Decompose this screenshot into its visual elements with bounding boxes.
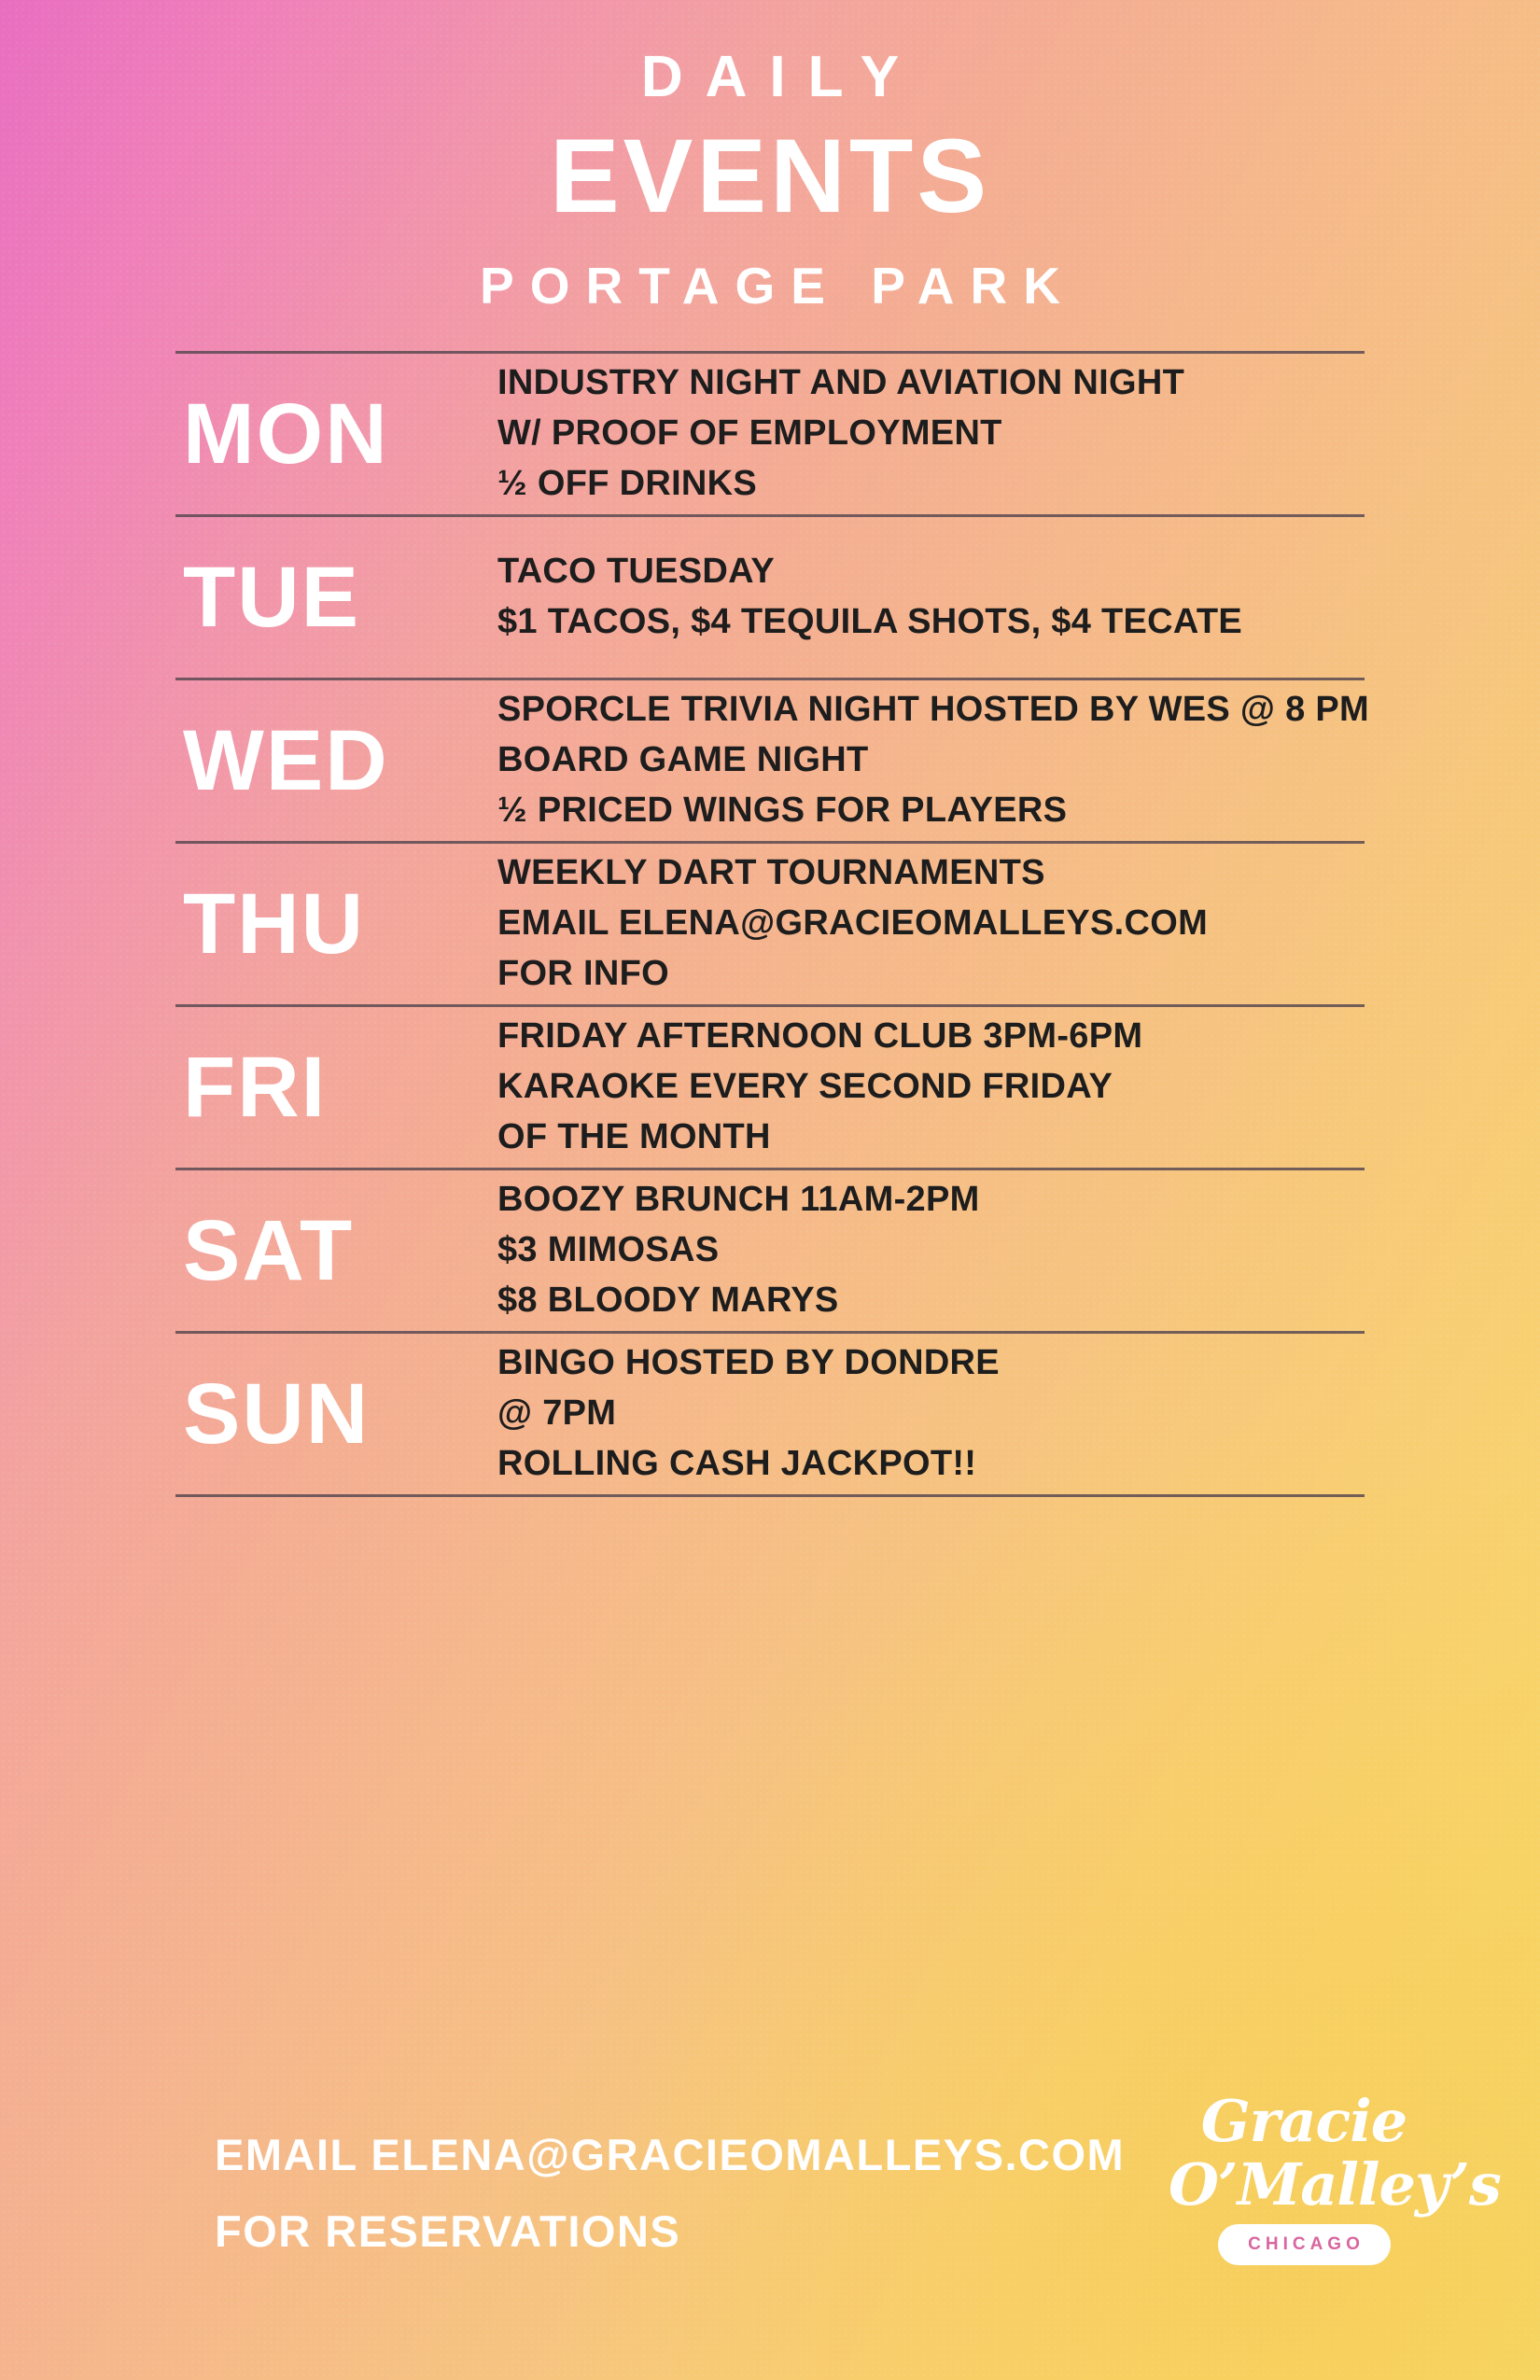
schedule-row-fri xyxy=(175,1007,1365,1168)
events-tue xyxy=(497,547,1365,648)
footer-reservations-line: FOR RESERVATIONS xyxy=(215,2205,681,2256)
event-line: SPORCLE TRIVIA NIGHT HOSTED BY WES @ 8 PM xyxy=(497,689,1370,729)
event-line: TACO TUESDAY xyxy=(497,551,776,591)
event-line: FRIDAY AFTERNOON CLUB 3PM-6PM xyxy=(497,1015,1143,1056)
events-thu xyxy=(497,848,1365,1000)
event-line: $3 MIMOSAS xyxy=(497,1229,720,1269)
day-label-sun: SUN xyxy=(183,1365,371,1462)
divider xyxy=(175,841,1365,844)
header-subtitle: PORTAGE PARK xyxy=(480,256,1076,315)
event-line: BINGO HOSTED BY DONDRE xyxy=(497,1342,1000,1382)
events-fri xyxy=(497,1012,1365,1163)
logo-line-2: O’Malley’s xyxy=(1169,2150,1501,2219)
logo-line-1: Gracie xyxy=(1200,2087,1407,2155)
divider xyxy=(175,1331,1365,1334)
event-line: @ 7PM xyxy=(497,1393,617,1433)
event-line: ½ PRICED WINGS FOR PLAYERS xyxy=(497,790,1068,830)
logo-ribbon: CHICAGO xyxy=(1218,2224,1391,2265)
schedule-row-wed xyxy=(175,680,1370,841)
event-line: BOARD GAME NIGHT xyxy=(497,739,869,779)
event-line: EMAIL ELENA@GRACIEOMALLEYS.COM xyxy=(497,903,1209,943)
event-line: $1 TACOS, $4 TEQUILA SHOTS, $4 TECATE xyxy=(497,601,1242,641)
event-line: OF THE MONTH xyxy=(497,1116,771,1156)
poster-header xyxy=(0,0,1540,315)
event-line: BOOZY BRUNCH 11AM-2PM xyxy=(497,1179,980,1219)
day-label-thu: THU xyxy=(183,875,366,972)
weekly-schedule xyxy=(175,351,1370,1497)
page-title: EVENTS xyxy=(549,118,991,234)
day-label-wed: WED xyxy=(183,712,389,808)
divider xyxy=(175,1004,1365,1007)
gracie-omalleys-logo xyxy=(1169,2087,1501,2307)
schedule-row-sat xyxy=(175,1170,1365,1331)
divider xyxy=(175,514,1365,517)
event-line: INDUSTRY NIGHT AND AVIATION NIGHT xyxy=(497,362,1185,402)
schedule-row-mon xyxy=(175,354,1365,514)
event-line: ROLLING CASH JACKPOT!! xyxy=(497,1443,977,1483)
event-line: ½ OFF DRINKS xyxy=(497,463,758,503)
header-kicker: DAILY xyxy=(640,45,922,109)
schedule-row-thu xyxy=(175,844,1365,1004)
events-sat xyxy=(497,1175,1365,1326)
divider xyxy=(175,1494,1365,1497)
event-line: WEEKLY DART TOURNAMENTS xyxy=(497,852,1045,892)
schedule-row-tue xyxy=(175,517,1365,678)
divider xyxy=(175,678,1365,680)
day-label-fri: FRI xyxy=(183,1039,328,1135)
day-label-sat: SAT xyxy=(183,1202,355,1298)
events-wed xyxy=(497,685,1377,836)
footer-email-line: EMAIL ELENA@GRACIEOMALLEYS.COM xyxy=(215,2129,1126,2179)
event-line: KARAOKE EVERY SECOND FRIDAY xyxy=(497,1066,1113,1106)
divider xyxy=(175,1168,1365,1170)
divider xyxy=(175,351,1365,354)
event-line: FOR INFO xyxy=(497,953,669,993)
events-sun xyxy=(497,1338,1365,1490)
event-line: W/ PROOF OF EMPLOYMENT xyxy=(497,413,1002,453)
events-mon xyxy=(497,358,1365,510)
day-label-tue: TUE xyxy=(183,549,360,645)
reservation-footer xyxy=(215,2117,1125,2271)
event-line: $8 BLOODY MARYS xyxy=(497,1280,839,1320)
schedule-row-sun xyxy=(175,1334,1365,1494)
day-label-mon: MON xyxy=(183,385,389,482)
